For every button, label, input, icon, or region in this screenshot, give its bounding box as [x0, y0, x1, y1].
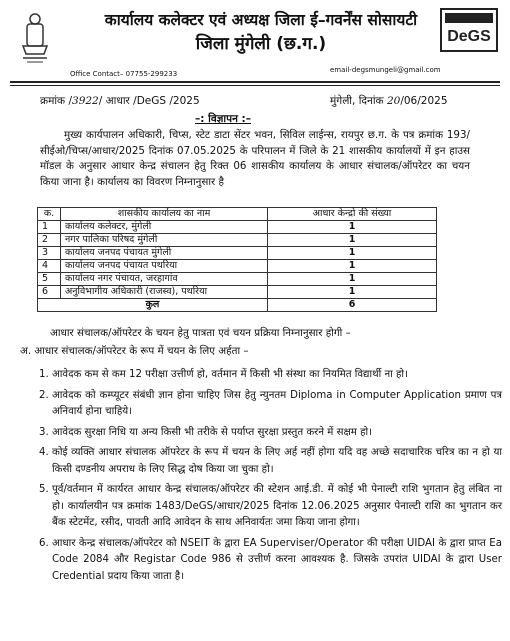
district-title: जिला मुंगेली (छ.ग.): [195, 34, 327, 54]
table-total-row: [38, 299, 437, 312]
criteria-list: [28, 367, 502, 589]
intro-paragraph: मुख्य कार्यपालन अधिकारी, चिप्स, स्टेट डाटा सेंटर भवन, सिविल लाईन्स, रायपुर छ.ग. के पत्र क्रमांक 193/सीईओ/चिप्स/आधार/2025 दिनांक 07.05.2025 के परिपालन में जिले के 21 शासकीय कार्यालयों में इन हाउस मॉडल के अनुसार आधार केन्द्र संचालन हेतु रिक्त 06 शासकीय कार्यालय के आधार संचालक/ऑपरेटर का चयन किया जाना है। कार्यालय का विवरण निम्नानुसार है: [40, 129, 470, 188]
ref-prefix: क्रमांक /: [40, 95, 73, 107]
eligibility-heading: आधार संचालक/ऑपरेटर के चयन हेतु पात्रता एवं चयन प्रक्रिया निम्नानुसार होगी –: [50, 327, 351, 339]
row-office-name: कार्यालय जनपद पंचायत मुंगेली: [61, 247, 268, 260]
list-item: 1. आवेदक कम से कम 12 परीक्षा उत्तीर्ण हो, वर्तमान में किसी भी संस्था का नियमित विद्यार्थी ना हो।: [52, 367, 502, 384]
table-header-count: आधार केन्द्रो की संख्या: [268, 208, 437, 221]
row-office-name: कार्यालय कलेक्टर, मुंगेली: [61, 221, 268, 234]
place-date-label: मुंगेली, दिनांक: [330, 95, 384, 107]
table-header-name: शासकीय कार्यालय का नाम: [61, 208, 268, 221]
list-item: 5. पूर्व/वर्तमान में कार्यरत आधार केन्द्र संचालक/ऑपरेटर की स्टेशन आई.डी. में कोई भी पेनाल्टी राशि भुगतान हेतु लंबित ना हो। कार्यालयीन पत्र क्रमांक 1483/DeGS/आधार/2025 दिनांक 12.06.2025 अनुसार पेनाल्टी राशि का भुगतान कर बैंक स्टेटमेंट, रसीद, पावती आदि आवेदन के साथ अनिवार्यतः जमा किया जाना होगा।: [52, 482, 502, 532]
row-count: 1: [268, 260, 437, 273]
row-sn: 5: [38, 273, 61, 286]
row-office-name: कार्यालय जनपद पंचायत पथरिया: [61, 260, 268, 273]
header-rule-thin: [10, 85, 500, 86]
state-emblem-icon: [13, 10, 57, 66]
contact-label: Office Contact–: [70, 70, 124, 78]
table-header-sn: क.: [38, 208, 61, 221]
reference-number: [40, 94, 200, 108]
table-row: [38, 234, 437, 247]
list-item: 2. आवेदक को कम्प्यूटर संबंधी ज्ञान होना चाहिए जिस हेतु न्युनतम Diploma in Computer Application प्रमाण पत्र अनिवार्य होना चाहिये।: [52, 388, 502, 421]
date-day: 20: [386, 95, 401, 107]
row-sn: 2: [38, 234, 61, 247]
row-count: 1: [268, 273, 437, 286]
total-value: 6: [268, 299, 437, 312]
row-count: 1: [268, 234, 437, 247]
row-office-name: कार्यालय नगर पंचायत, जरहागांव: [61, 273, 268, 286]
table-row: [38, 273, 437, 286]
date-month-year: /06/2025: [400, 95, 448, 107]
email-address: email-degsmungeli@gmail.com: [330, 66, 441, 74]
row-count: 1: [268, 221, 437, 234]
row-office-name: नगर पालिका परिषद मुंगेली: [61, 234, 268, 247]
ref-handwritten-number: 3922: [72, 95, 99, 107]
row-sn: 1: [38, 221, 61, 234]
offices-table: [37, 207, 437, 312]
row-sn: 3: [38, 247, 61, 260]
list-item: 3. आवेदक सुरक्षा निधि या अन्य किसी भी तरीके से पर्याप्त सुरक्षा प्रस्तुत करने में सक्षम हो।: [52, 425, 502, 442]
row-count: 1: [268, 247, 437, 260]
section-a-heading: अ. आधार संचालक/ऑपरेटर के रूप में चयन के लिए अर्हता –: [20, 345, 249, 357]
table-header-row: [38, 208, 437, 221]
contact-phone: 07755-299233: [125, 70, 178, 78]
list-item: 6. आधार केन्द्र संचालक/ऑपरेटर को NSEIT के द्वारा EA Superviser/Operator की परीक्षा UIDAI के द्वारा प्राप्त Ea Code 2084 और Registar Code 986 से उत्तीर्ण करना आवश्यक है. जिसके उपरांत UIDAI के द्वारा User Credential प्रदाय किया जाता है।: [52, 536, 502, 586]
office-title: कार्यालय कलेक्टर एवं अध्यक्ष जिला ई–गवर्नेंस सोसायटी: [104, 11, 418, 29]
row-count: 1: [268, 286, 437, 299]
row-sn: 6: [38, 286, 61, 299]
table-row: [38, 260, 437, 273]
ref-suffix: / आधार /DeGS /2025: [98, 95, 200, 107]
place-date: [330, 94, 448, 108]
logo-text: DeGS: [447, 28, 491, 45]
table-row: [38, 247, 437, 260]
table-row: [38, 286, 437, 299]
table-row: [38, 221, 437, 234]
list-item: 4. कोई व्यक्ति आधार संचालक ऑपरेटर के रूप में चयन के लिए अर्ह नहीं होगा यदि वह अच्छे सदाचारिक चरित्र का न हो या किसी दण्डनीय अपराध के लिए सिद्ध दोष किया जा चुका हो।: [52, 445, 502, 478]
row-office-name: अनुविभागीय अधिकारी (राजस्व), पथरिया: [61, 286, 268, 299]
office-contact: [70, 70, 177, 78]
row-sn: 4: [38, 260, 61, 273]
notice-heading: –: विज्ञापन :–: [195, 113, 252, 125]
header-rule: [10, 81, 500, 83]
total-label: कुल: [38, 299, 268, 312]
